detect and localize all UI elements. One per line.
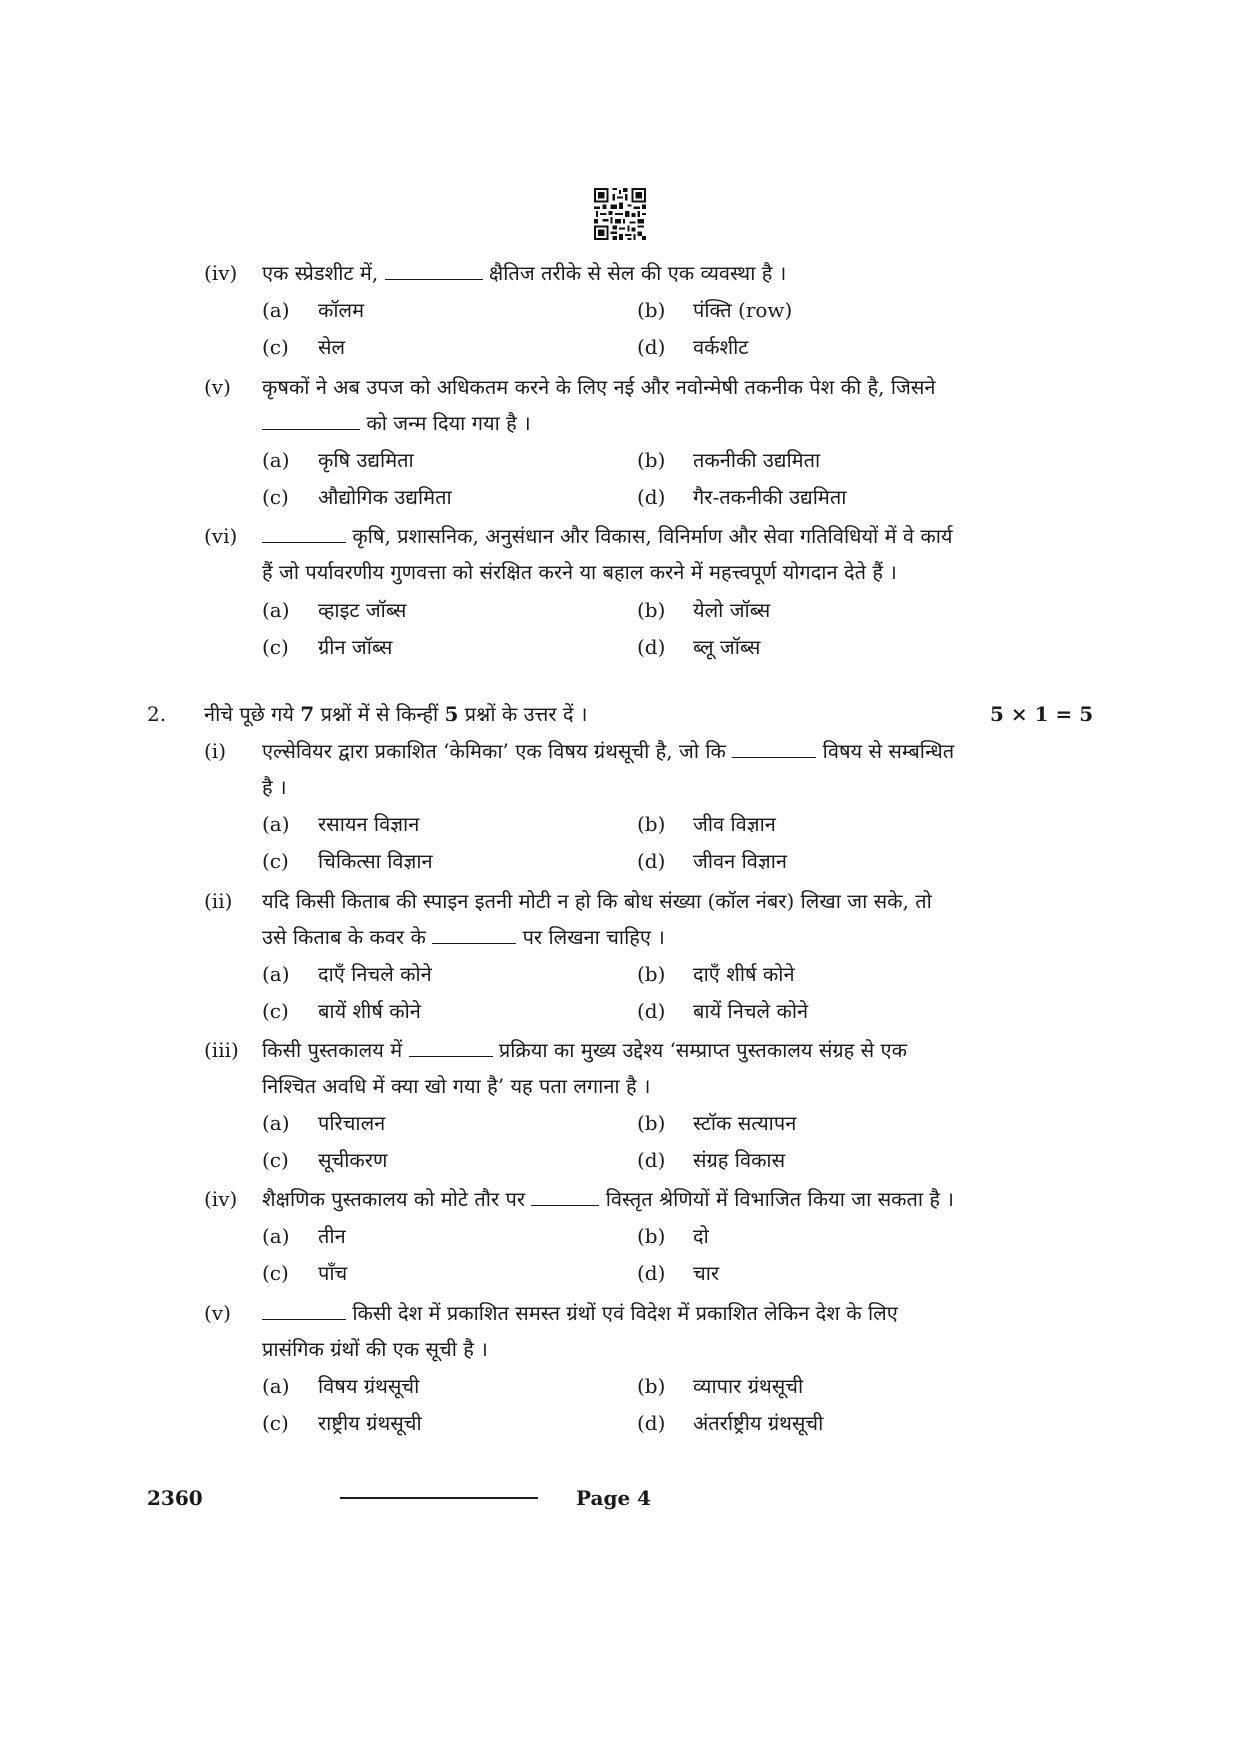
option-a: (a) विषय ग्रंथसूची [262,1374,420,1398]
option-b: (b) स्टॉक सत्यापन [637,1111,797,1135]
answer-blank [262,1301,346,1320]
option-a: (a) व्हाइट जॉब्स [262,598,407,622]
question-text: यदि किसी किताब की स्पाइन इतनी मोटी न हो कि बोध संख्या (कॉल नंबर) लिखा जा सके, तो [262,889,932,913]
option-d: (d) ब्लू जॉब्स [637,635,761,659]
section-instruction: नीचे पूछे गये 7 प्रश्नों में से किन्हीं 5 प्रश्नों के उत्तर दें । [204,702,588,726]
question-text: कृषि, प्रशासनिक, अनुसंधान और विकास, विनिर्माण और सेवा गतिविधियों में वे कार्य [262,523,953,549]
option-b: (b) तकनीकी उद्यमिता [637,448,821,472]
option-b: (b) जीव विज्ञान [637,812,776,836]
question-text: है । [262,775,287,799]
question-number: (i) [204,739,227,763]
option-d: (d) चार [637,1261,720,1285]
option-a: (a) कृषि उद्यमिता [262,448,414,472]
answer-blank [531,1187,599,1206]
question-text: एक स्प्रेडशीट में, क्षैतिज तरीके से सेल की एक व्यवस्था है । [262,261,787,285]
question-number: (v) [204,375,231,399]
answer-blank [262,524,346,543]
question-number: (iv) [204,1187,238,1211]
option-b: (b) पंक्ति (row) [637,298,793,322]
section-number: 2. [147,702,167,726]
option-c: (c) बायें शीर्ष कोने [262,999,421,1023]
question-text: उसे किताब के कवर के पर लिखना चाहिए । [262,925,665,949]
option-c: (c) औद्योगिक उद्यमिता [262,485,452,509]
option-c: (c) सूचीकरण [262,1148,388,1172]
question-number: (vi) [204,524,238,548]
option-a: (a) रसायन विज्ञान [262,812,420,836]
option-d: (d) बायें निचले कोने [637,999,809,1023]
page-number: Page 4 [576,1486,652,1510]
answer-blank [385,261,483,280]
question-text: निश्चित अवधि में क्या खो गया है’ यह पता लगाना है । [262,1074,651,1098]
option-c: (c) चिकित्सा विज्ञान [262,849,433,873]
option-d: (d) संग्रह विकास [637,1148,786,1172]
question-text: को जन्म दिया गया है । [262,410,531,436]
question-number: (v) [204,1301,231,1325]
question-number: (iv) [204,261,238,285]
answer-blank [409,1038,493,1057]
question-text: प्रासंगिक ग्रंथों की एक सूची है । [262,1337,488,1361]
question-text: किसी पुस्तकालय में प्रक्रिया का मुख्य उद्देश्य ‘सम्प्राप्त पुस्तकालय संग्रह से एक [262,1038,907,1062]
option-b: (b) दो [637,1224,709,1248]
option-c: (c) राष्ट्रीय ग्रंथसूची [262,1411,422,1435]
question-text: किसी देश में प्रकाशित समस्त ग्रंथों एवं विदेश में प्रकाशित लेकिन देश के लिए [262,1300,898,1326]
option-c: (c) पाँच [262,1261,348,1285]
option-a: (a) तीन [262,1224,346,1248]
answer-blank [432,925,516,944]
option-a: (a) परिचालन [262,1111,386,1135]
question-text: हैं जो पर्यावरणीय गुणवत्ता को संरक्षित करने या बहाल करने में महत्त्वपूर्ण योगदान देते हैं । [262,560,897,584]
question-text: शैक्षणिक पुस्तकालय को मोटे तौर पर विस्तृत श्रेणियों में विभाजित किया जा सकता है । [262,1187,954,1211]
option-d: (d) गैर-तकनीकी उद्यमिता [637,485,847,509]
option-a: (a) दाएँ निचले कोने [262,962,432,986]
answer-blank [262,411,360,430]
option-b: (b) येलो जॉब्स [637,598,771,622]
qr-code [594,188,646,240]
question-text: एल्सेवियर द्वारा प्रकाशित ‘केमिका’ एक विषय ग्रंथसूची है, जो कि विषय से सम्बन्धित [262,739,955,763]
footer-divider [340,1497,538,1499]
option-b: (b) व्यापार ग्रंथसूची [637,1374,804,1398]
option-c: (c) ग्रीन जॉब्स [262,635,393,659]
question-number: (ii) [204,889,233,913]
option-c: (c) सेल [262,335,346,359]
option-d: (d) वर्कशीट [637,335,749,359]
question-number: (iii) [204,1038,239,1062]
paper-code: 2360 [147,1486,203,1510]
option-d: (d) अंतर्राष्ट्रीय ग्रंथसूची [637,1411,824,1435]
option-d: (d) जीवन विज्ञान [637,849,787,873]
marks-allocation: 5 × 1 = 5 [990,702,1094,726]
option-b: (b) दाएँ शीर्ष कोने [637,962,795,986]
answer-blank [732,739,816,758]
question-text: कृषकों ने अब उपज को अधिकतम करने के लिए नई और नवोन्मेषी तकनीक पेश की है, जिसने [262,375,936,399]
option-a: (a) कॉलम [262,298,365,322]
